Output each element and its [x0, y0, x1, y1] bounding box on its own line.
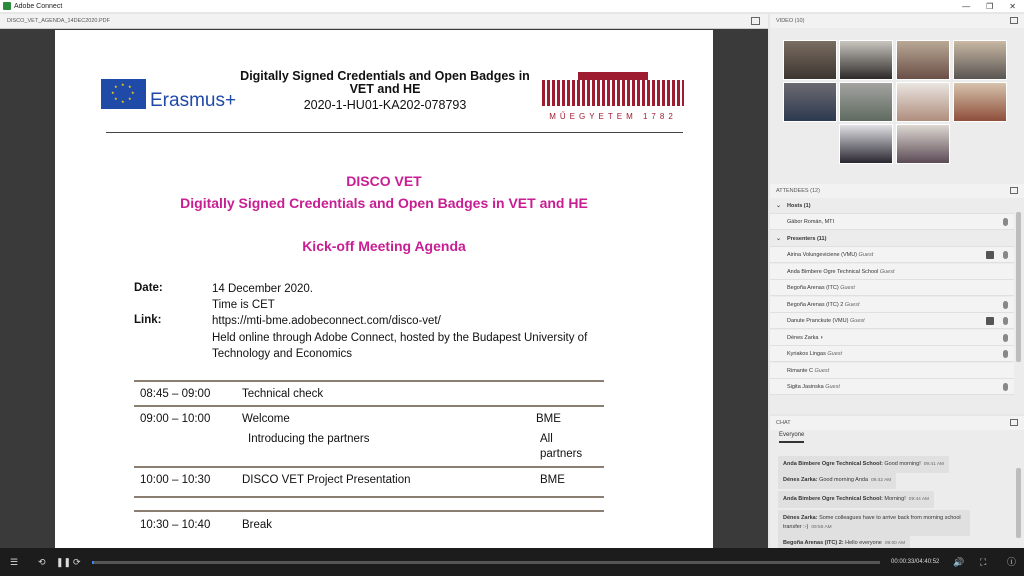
- erasmus-logo-text: Erasmus+: [150, 90, 237, 111]
- chat-message: Anda Bimbere Ogre Technical School: Morning! 09:44 AM: [778, 491, 934, 508]
- attendee-row[interactable]: Begoña Arenas (ITC) 2 Guest: [770, 297, 1014, 313]
- doc-subtitle: Digitally Signed Credentials and Open Badges in VET and HE: [180, 195, 588, 211]
- minimize-button[interactable]: —: [962, 1, 971, 11]
- video-pod-title: VIDEO (10): [776, 18, 805, 24]
- hosts-group[interactable]: ⌄ Hosts (1): [770, 198, 1014, 214]
- video-tile[interactable]: [953, 82, 1007, 122]
- tab-everyone[interactable]: Everyone: [779, 432, 804, 443]
- chevron-down-icon[interactable]: ⌄: [776, 236, 782, 242]
- share-pod-header: [0, 14, 768, 29]
- agenda-item: Welcome: [242, 413, 290, 425]
- attendee-row[interactable]: Dénes Zarka ◗: [770, 330, 1014, 346]
- attendees-list: [770, 198, 1024, 414]
- attendee-row[interactable]: Airina Volungeviciene (VMU) Guest: [770, 247, 1014, 263]
- forward-icon[interactable]: ⟳: [73, 557, 81, 567]
- meeting-room: [0, 12, 1024, 548]
- chat-message: Anda Bimbere Ogre Technical School: Good morning! 09:41 AM: [778, 456, 949, 473]
- video-tile[interactable]: [839, 82, 893, 122]
- menu-icon[interactable]: ☰: [10, 557, 19, 567]
- fullscreen-icon[interactable]: [1010, 419, 1018, 426]
- fullscreen-icon[interactable]: [1010, 17, 1018, 24]
- microphone-icon: [1003, 350, 1008, 358]
- agenda-item: DISCO VET Project Presentation: [242, 474, 411, 486]
- agenda-who: BME: [540, 474, 565, 486]
- link-value[interactable]: https://mti-bme.adobeconnect.com/disco-vet/: [212, 315, 441, 327]
- microphone-icon: [1003, 218, 1008, 226]
- adobe-connect-icon: [3, 2, 11, 10]
- header-divider: [106, 132, 683, 133]
- attendee-row[interactable]: Rimante C Guest: [770, 363, 1014, 379]
- presenters-group[interactable]: ⌄ Presenters (11): [770, 231, 1014, 247]
- video-tile[interactable]: [896, 40, 950, 80]
- volume-icon[interactable]: 🔊: [953, 557, 965, 567]
- fullscreen-icon[interactable]: [751, 17, 760, 25]
- agenda-item: Technical check: [242, 388, 324, 400]
- chat-pod: [770, 430, 1024, 560]
- microphone-icon: [1003, 383, 1008, 391]
- fullscreen-icon[interactable]: [1010, 187, 1018, 194]
- chat-scrollbar[interactable]: [1016, 468, 1021, 538]
- speaking-icon: ◗: [820, 335, 824, 341]
- attendee-row[interactable]: Sigita Jasinska Guest: [770, 379, 1014, 395]
- attendee-row[interactable]: Begoña Arenas (ITC) Guest: [770, 280, 1014, 296]
- video-tile[interactable]: [896, 124, 950, 164]
- microphone-icon: [1003, 251, 1008, 259]
- info-icon[interactable]: ⓘ: [1007, 557, 1017, 567]
- video-tile[interactable]: [896, 82, 950, 122]
- eu-flag-logo: ★ ★ ★ ★ ★ ★ ★ ★: [101, 79, 146, 109]
- doc-title: DISCO VET: [346, 173, 422, 189]
- agenda-time: 08:45 – 09:00: [140, 388, 211, 400]
- link-note-2: Technology and Economics: [212, 348, 352, 360]
- agenda-rule: [134, 510, 604, 512]
- university-logo: [538, 72, 688, 126]
- maximize-button[interactable]: ❐: [986, 1, 994, 11]
- microphone-icon: [1003, 317, 1008, 325]
- chat-message: Dénes Zarka: Good morning Anda 09:42 AM: [778, 472, 896, 489]
- microphone-icon: [1003, 301, 1008, 309]
- attendees-pod-title: ATTENDEES (12): [776, 188, 820, 194]
- date-value: 14 December 2020.: [212, 283, 314, 295]
- attendee-row[interactable]: Anda Bimbere Ogre Technical School Guest: [770, 264, 1014, 280]
- agenda-rule: [134, 466, 604, 468]
- rewind-icon[interactable]: ⟲: [38, 557, 46, 567]
- chevron-down-icon[interactable]: ⌄: [776, 203, 782, 209]
- doc-agenda-title: Kick-off Meeting Agenda: [302, 238, 466, 254]
- date-label: Date:: [134, 282, 163, 294]
- attendees-pod-header: [770, 184, 1024, 198]
- pencil-icon: [986, 251, 994, 259]
- microphone-icon: [1003, 334, 1008, 342]
- progress-bar[interactable]: [92, 561, 880, 564]
- window-title: Adobe Connect: [14, 2, 63, 10]
- link-label: Link:: [134, 314, 162, 326]
- chat-message: Dénes Zarka: Some colleagues have to arrive back from morning school transfer :-) 09:55 AM: [778, 510, 970, 536]
- pdf-page: [55, 30, 713, 548]
- chat-pod-title: CHAT: [776, 420, 791, 426]
- agenda-rule: [134, 496, 604, 498]
- agenda-rule: [134, 405, 604, 407]
- chat-message: Begoña Arenas (ITC) 2: Hello everyone 09:00 AM: [778, 535, 910, 552]
- fullscreen-icon[interactable]: ⛶: [980, 557, 987, 567]
- agenda-time: 09:00 – 10:00: [140, 413, 211, 425]
- university-logo-text: MŰEGYETEM 1782: [549, 112, 677, 121]
- pause-icon[interactable]: ❚❚: [56, 557, 72, 567]
- video-tile[interactable]: [839, 40, 893, 80]
- close-button[interactable]: ✕: [1009, 1, 1016, 11]
- attendee-row[interactable]: Danute Pranckute (VMU) Guest: [770, 313, 1014, 329]
- agenda-who: BME: [536, 413, 561, 425]
- video-pod: [770, 28, 1024, 184]
- header-title: Digitally Signed Credentials and Open Badges in VET and HE: [240, 69, 530, 96]
- attendee-row[interactable]: Kyriakos Lingas Guest: [770, 346, 1014, 362]
- time-note: Time is CET: [212, 299, 275, 311]
- share-pod: [0, 14, 768, 548]
- agenda-time: 10:00 – 10:30: [140, 474, 211, 486]
- video-tile[interactable]: [783, 40, 837, 80]
- playback-bar: [0, 548, 1024, 576]
- link-note-1: Held online through Adobe Connect, hosted by the Budapest University of: [212, 332, 588, 344]
- attendees-scrollbar[interactable]: [1016, 212, 1021, 362]
- playback-time: 00:00:33/04:40:52: [891, 559, 940, 565]
- agenda-item: Introducing the partners: [248, 433, 370, 445]
- video-tile[interactable]: [953, 40, 1007, 80]
- right-panel: [770, 12, 1024, 548]
- agenda-item: Break: [242, 519, 273, 531]
- video-pod-header: [770, 14, 1024, 28]
- progress-fill: [92, 561, 94, 564]
- agenda-rule: [134, 380, 604, 382]
- header-project-code: 2020-1-HU01-KA202-078793: [303, 98, 467, 112]
- pencil-icon: [986, 317, 994, 325]
- video-tile[interactable]: [783, 82, 837, 122]
- window-titlebar: [0, 0, 1024, 12]
- agenda-time: 10:30 – 10:40: [140, 519, 211, 531]
- video-tile[interactable]: [839, 124, 893, 164]
- chat-pod-header: [770, 416, 1024, 430]
- document-filename: DISCO_VET_AGENDA_14DEC2020.PDF: [7, 18, 111, 24]
- agenda-who: All partners: [540, 433, 583, 460]
- attendee-row[interactable]: Gábor Román, MTI: [770, 214, 1014, 230]
